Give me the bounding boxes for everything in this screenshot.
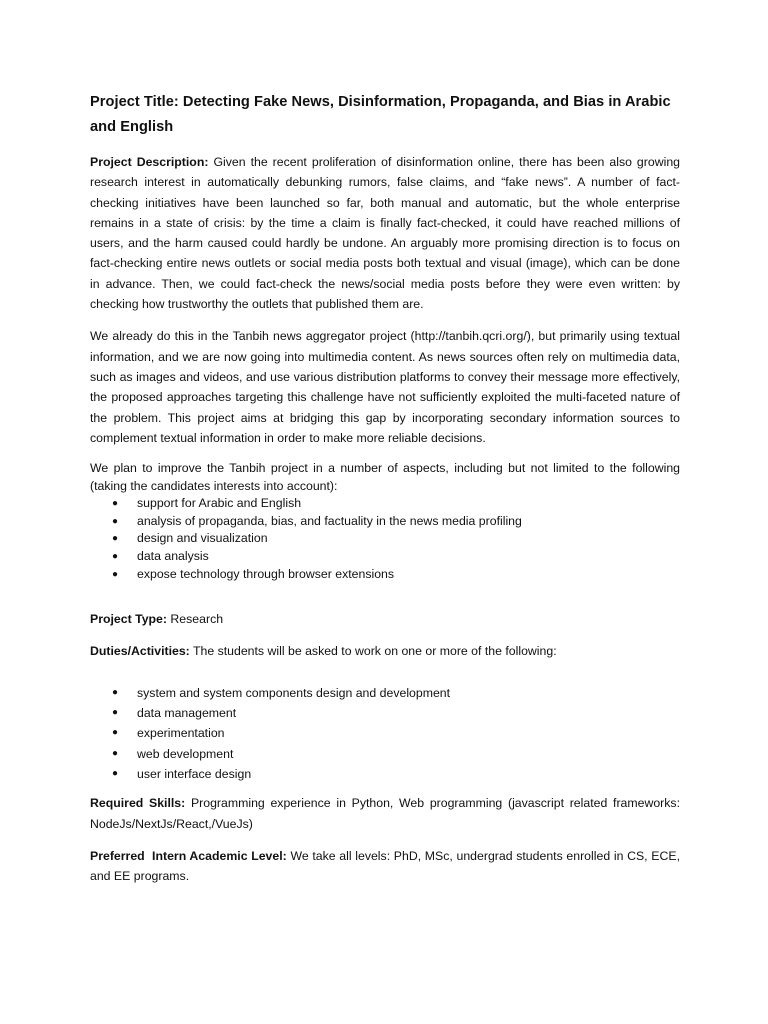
skills-text: Programming experience in Python, Web programming (javascript related frameworks: NodeJs/NextJs/React,/VueJs): [90, 796, 680, 831]
bullet-icon: ●: [112, 747, 119, 759]
list-item: ● experimentation: [112, 723, 680, 743]
list-item: ● support for Arabic and English: [112, 495, 680, 513]
description-text: Given the recent proliferation of disinformation online, there has been also growing research interest in automatically debunking rumors, false claims, and “fake news”. A number of fact-checking initiatives have been launched so far, both manual and automatic, but the whole enterprise remains in a state of crisis: by the time a claim is finally fact-checked, it could have reached millions of users, and the harm caused could hardly be undone. An arguably more promising direction is to focus on fact-checking entire news outlets or social media posts both textual and visual (image), which can be done in advance. Then, we could fact-check the news/social media posts before they were even written: by checking how trustworthy the outlets that published them are.: [90, 155, 680, 312]
list-item: ● data analysis: [112, 548, 680, 566]
project-title: Project Title: Detecting Fake News, Disinformation, Propaganda, and Bias in Arabic and English: [90, 94, 671, 135]
list-item: ● design and visualization: [112, 530, 680, 548]
list-item: ● expose technology through browser extensions: [112, 566, 680, 584]
list-item: ● analysis of propaganda, bias, and factuality in the news media profiling: [112, 513, 680, 531]
duties-label: Duties/Activities:: [90, 644, 190, 659]
bullet-icon: ●: [112, 727, 119, 739]
document-page: [90, 90, 680, 898]
type-label: Project Type:: [90, 612, 167, 627]
list-item: ● data management: [112, 703, 680, 723]
bullet-icon: ●: [112, 533, 119, 545]
list-item: ● system and system components design and development: [112, 683, 680, 703]
duties-text: The students will be asked to work on one or more of the following:: [192, 644, 557, 659]
description-label: Project Description:: [90, 155, 209, 169]
paragraph-plan: We plan to improve the Tanbih project in a number of aspects, including but not limited to the following (taking the candidates interests into account):: [90, 461, 680, 493]
duties-list: [90, 683, 680, 784]
bullet-icon: ●: [112, 550, 119, 562]
project-type: [90, 609, 680, 629]
spacer: [90, 784, 680, 793]
spacer: [90, 674, 680, 683]
academic-level: [90, 846, 680, 887]
type-value: Research: [170, 612, 224, 627]
bullet-icon: ●: [112, 767, 119, 779]
list-item: ● user interface design: [112, 764, 680, 784]
bullet-icon: ●: [112, 568, 119, 580]
list-item: ● web development: [112, 744, 680, 764]
level-label: Preferred Intern Academic Level:: [90, 848, 287, 863]
level-text: We take all levels: PhD, MSc, undergrad students enrolled in CS, ECE, and EE programs.: [90, 848, 680, 884]
aspects-list: [90, 495, 680, 583]
bullet-icon: ●: [112, 707, 119, 719]
bullet-icon: ●: [112, 498, 119, 510]
spacer: [90, 583, 680, 609]
required-skills: [90, 793, 680, 834]
bullet-icon: ●: [112, 515, 119, 527]
project-description: [90, 152, 680, 314]
duties-intro: [90, 641, 680, 661]
skills-label: Required Skills:: [90, 796, 186, 811]
paragraph-tanbih: We already do this in the Tanbih news aggregator project (http://tanbih.qcri.org/), but primarily using textual information, and we are now going into multimedia content. As news sources often rely on multimedia data, such as images and videos, and use various distribution platforms to convey their message more effectively, the proposed approaches targeting this challenge have not sufficiently exploited the multi-faceted nature of the problem. This project aims at bridging this gap by incorporating secondary information sources to complement textual information in order to make more reliable decisions.: [90, 329, 680, 445]
bullet-icon: ●: [112, 686, 119, 698]
